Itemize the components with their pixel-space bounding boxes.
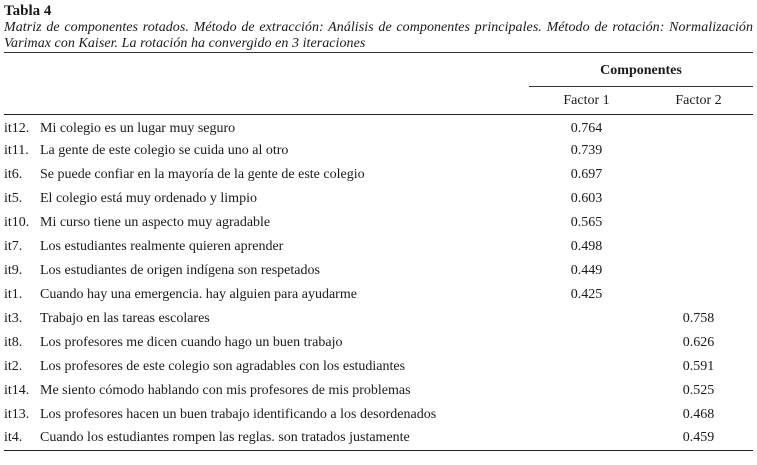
factor-2-loading	[644, 211, 753, 235]
table-figure	[4, 2, 753, 451]
factor-2-loading: 0.591	[682, 358, 715, 374]
factor-2-loading: 0.525	[682, 382, 715, 398]
group-header-components: Componentes	[529, 53, 753, 87]
table-row	[4, 235, 753, 259]
group-header-blank	[4, 53, 529, 87]
factor-2-loading	[644, 235, 753, 259]
table-body	[4, 115, 753, 451]
factor-1-loading: 0.697	[570, 166, 603, 182]
table-row	[4, 379, 753, 403]
factor-2-loading	[644, 115, 753, 139]
table-row	[4, 211, 753, 235]
item-cell	[4, 355, 529, 379]
item-cell	[4, 139, 529, 163]
factor-1-loading	[529, 379, 644, 403]
item-cell	[4, 163, 529, 187]
factor-2-loading: 0.459	[644, 427, 753, 451]
table-row	[4, 403, 753, 427]
item-cell	[4, 427, 529, 451]
factor-2-loading: 0.468	[682, 406, 715, 422]
table-row	[4, 307, 753, 331]
factor-1-loading	[529, 403, 644, 427]
item-text: La gente de este colegio se cuida uno al otro	[40, 142, 289, 158]
factor-1-loading: 0.764	[570, 120, 603, 136]
factor-1-loading: 0.425	[570, 286, 603, 302]
item-text: Mi colegio es un lugar muy seguro	[40, 120, 236, 136]
factor-1-loading	[529, 427, 644, 451]
factor-2-loading: 0.626	[682, 334, 715, 350]
item-code: it7.	[4, 238, 23, 254]
table-row	[4, 187, 753, 211]
item-text: Los profesores me dicen cuando hago un buen trabajo	[40, 334, 343, 350]
item-code: it2.	[4, 358, 23, 374]
item-cell	[4, 283, 529, 307]
factor-1-loading: 0.603	[570, 190, 603, 206]
item-text: Cuando los estudiantes rompen las reglas. son tratados justamente	[40, 430, 410, 446]
table-row	[4, 355, 753, 379]
factor-2-loading	[644, 187, 753, 211]
rotated-components-table	[4, 52, 753, 451]
factor-2-loading	[644, 163, 753, 187]
item-cell	[4, 235, 529, 259]
factor-1-loading: 0.498	[570, 238, 603, 254]
table-row	[4, 259, 753, 283]
factor-2-loading	[644, 283, 753, 307]
item-code: it1.	[4, 286, 23, 302]
item-text: El colegio está muy ordenado y limpio	[40, 190, 257, 206]
factor-1-loading	[529, 355, 644, 379]
column-header-factor-1: Factor 1	[529, 87, 644, 115]
factor-2-loading	[644, 139, 753, 163]
item-cell	[4, 115, 529, 139]
item-code: it10.	[4, 214, 30, 230]
item-text: Cuando hay una emergencia. hay alguien para ayudarme	[40, 286, 357, 302]
item-text: Me siento cómodo hablando con mis profesores de mis problemas	[40, 382, 411, 398]
item-text: Los estudiantes realmente quieren aprender	[40, 238, 284, 254]
item-code: it13.	[4, 406, 30, 422]
item-cell	[4, 259, 529, 283]
factor-1-loading: 0.739	[570, 142, 603, 158]
item-cell	[4, 379, 529, 403]
column-header-row	[4, 87, 753, 115]
factor-1-loading	[529, 331, 644, 355]
table-row	[4, 283, 753, 307]
factor-1-loading	[529, 307, 644, 331]
table-row	[4, 115, 753, 139]
factor-2-loading: 0.758	[682, 310, 715, 326]
table-row	[4, 163, 753, 187]
item-text: Los profesores de este colegio son agradables con los estudiantes	[40, 358, 406, 374]
item-code: it9.	[4, 262, 23, 278]
item-cell	[4, 187, 529, 211]
item-code: it4.	[4, 430, 23, 446]
item-text: Mi curso tiene un aspecto muy agradable	[40, 214, 271, 230]
item-text: Se puede confiar en la mayoría de la gente de este colegio	[40, 166, 365, 182]
item-code: it5.	[4, 190, 23, 206]
item-text: Trabajo en las tareas escolares	[40, 310, 210, 326]
item-cell	[4, 211, 529, 235]
column-header-factor-2: Factor 2	[644, 87, 753, 115]
column-header-item	[4, 87, 529, 115]
factor-2-loading	[644, 259, 753, 283]
factor-1-loading: 0.565	[570, 214, 603, 230]
table-row	[4, 427, 753, 451]
table-row	[4, 139, 753, 163]
item-code: it8.	[4, 334, 23, 350]
item-cell	[4, 331, 529, 355]
item-text: Los profesores hacen un buen trabajo identificando a los desordenados	[40, 406, 437, 422]
item-code: it6.	[4, 166, 23, 182]
item-cell	[4, 307, 529, 331]
item-text: Los estudiantes de origen indígena son respetados	[40, 262, 320, 278]
item-code: it14.	[4, 382, 30, 398]
item-cell	[4, 403, 529, 427]
table-title: Tabla 4	[4, 3, 52, 19]
item-code: it11.	[4, 142, 29, 158]
table-row	[4, 331, 753, 355]
item-code: it3.	[4, 310, 23, 326]
factor-1-loading: 0.449	[570, 262, 603, 278]
group-header-row	[4, 53, 753, 87]
item-code: it12.	[4, 120, 30, 136]
table-caption: Matriz de componentes rotados. Método de extracción: Análisis de componentes principales. Método de rotación: Normalización Varimax con Kaiser. La rotación ha convergido en 3 iteraciones	[4, 20, 753, 51]
